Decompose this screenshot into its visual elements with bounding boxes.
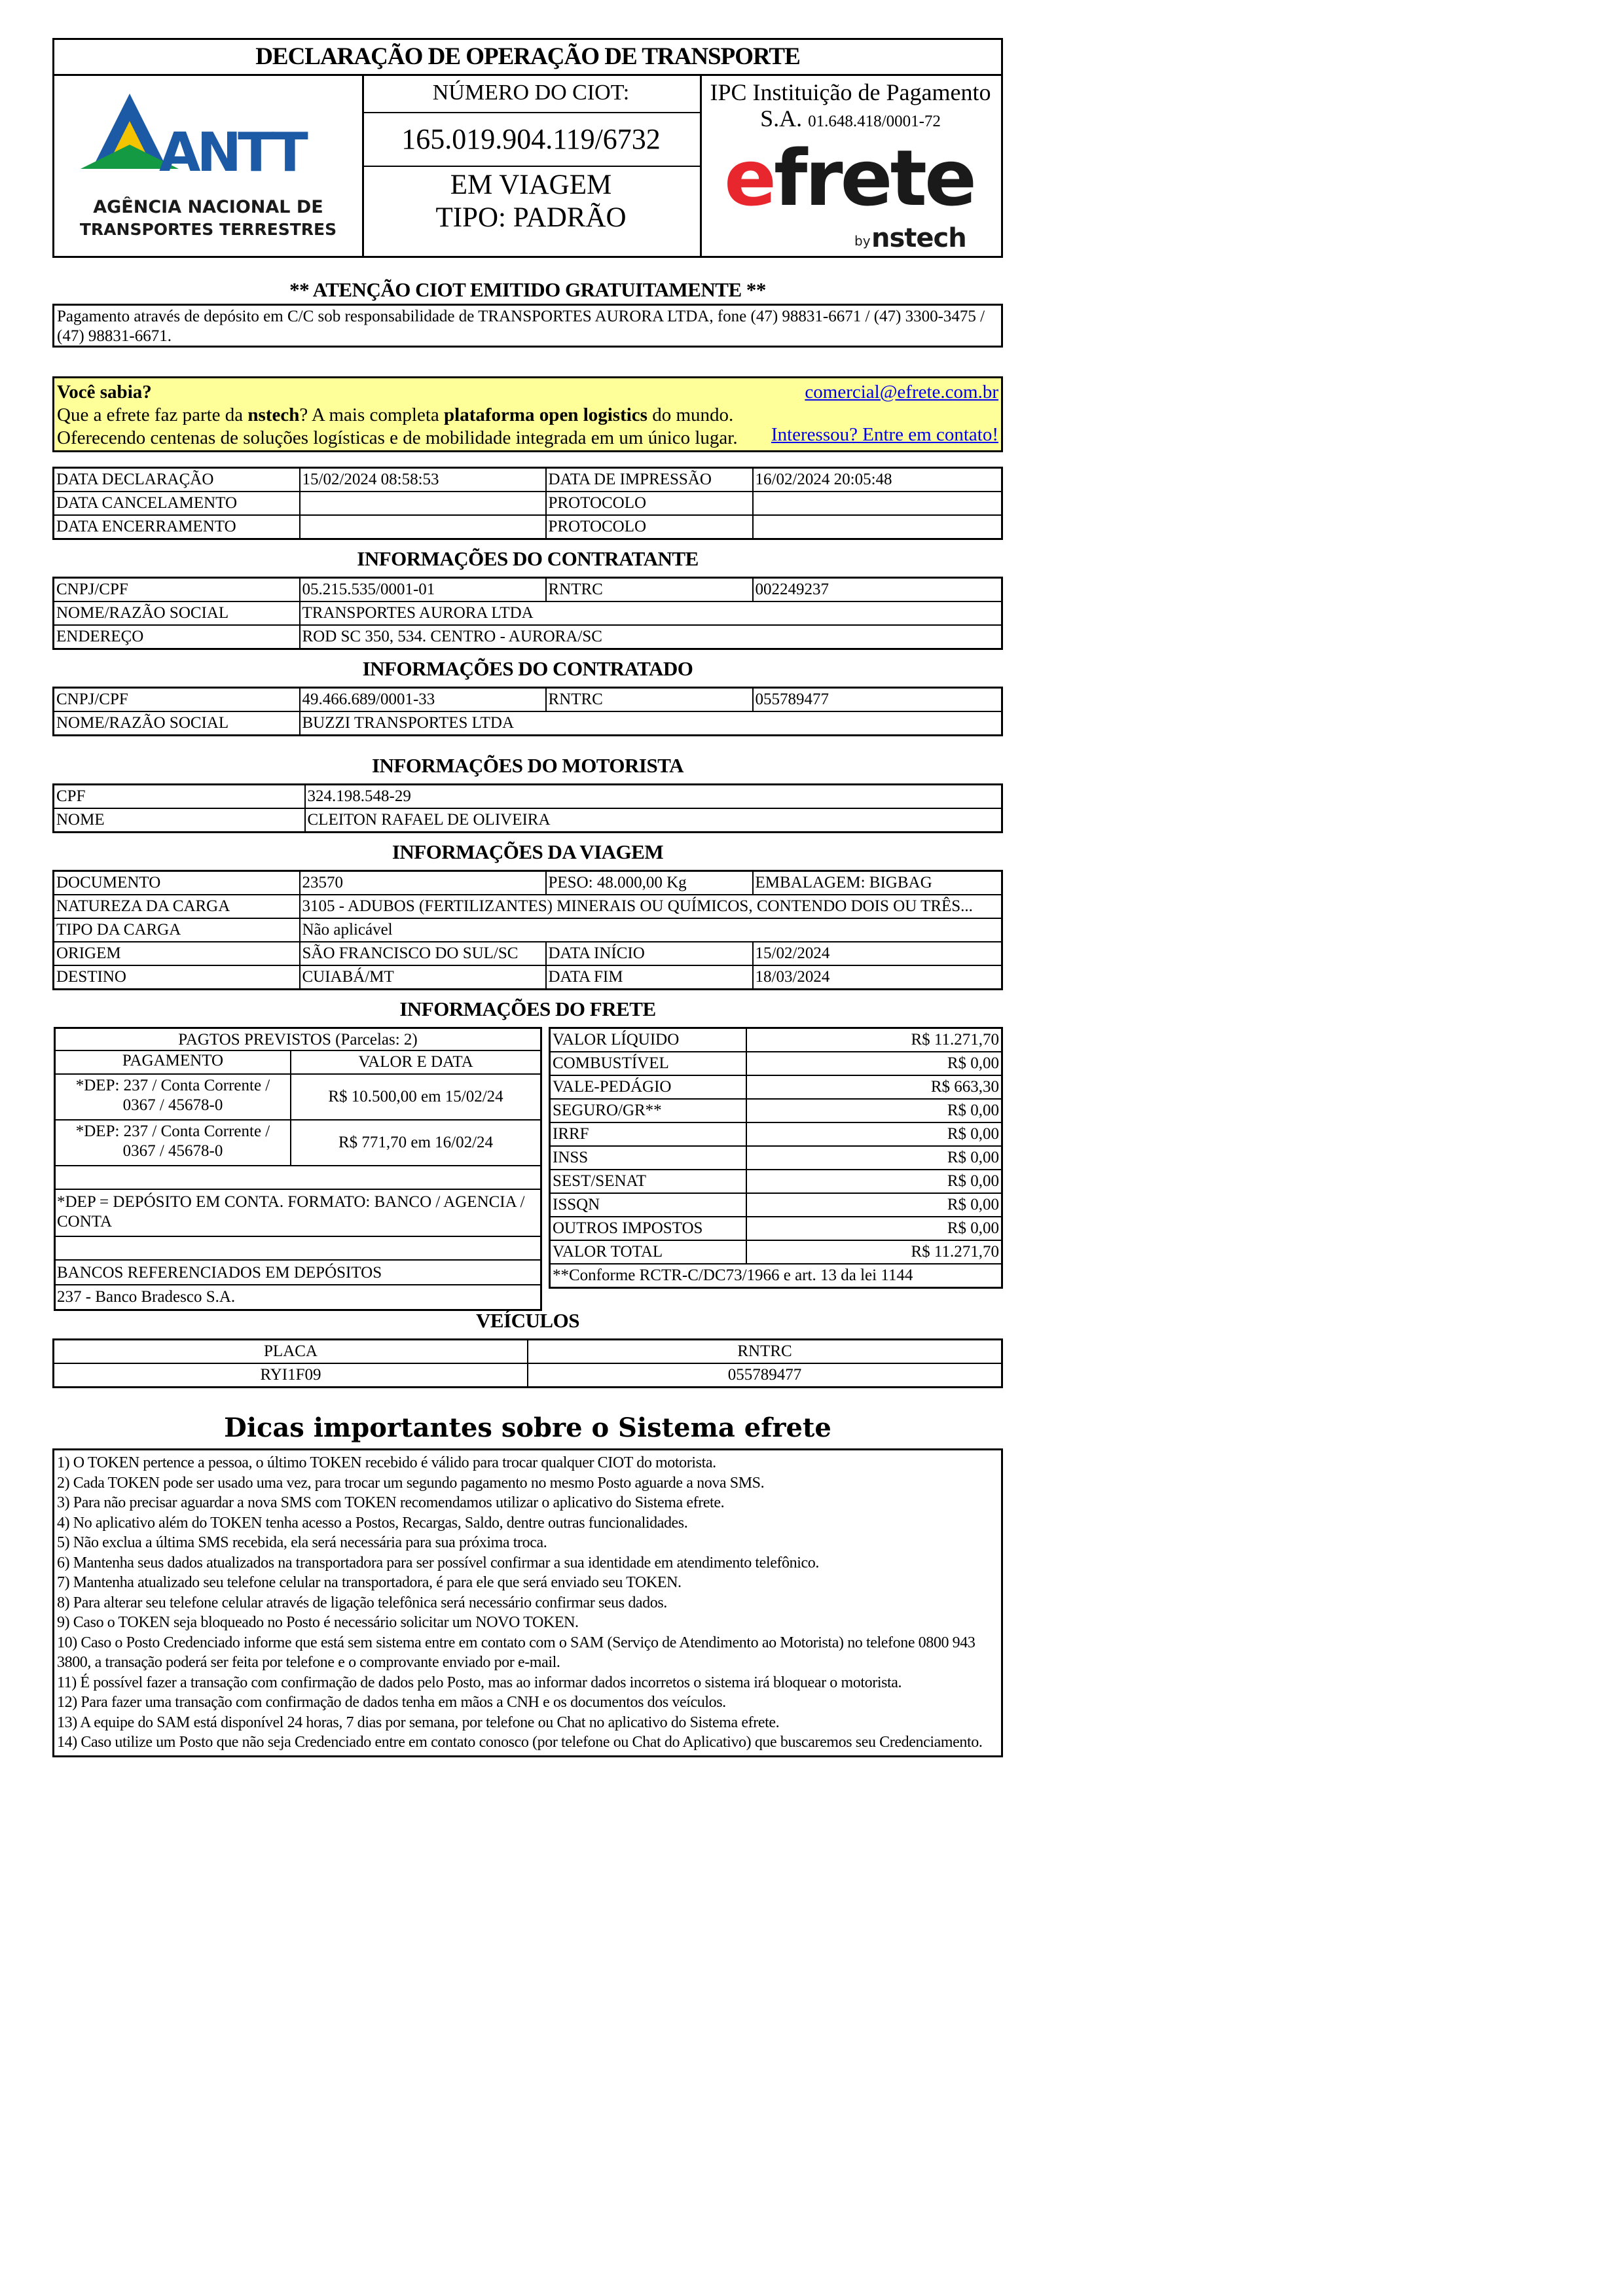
attention-banner: ** ATENÇÃO CIOT EMITIDO GRATUITAMENTE ** xyxy=(289,278,766,301)
antt-text: ANTT xyxy=(159,122,304,184)
tip-item: 12) Para fazer uma transação com confirmação de dados tenha em mãos a CNH e os documentos dos veículos. xyxy=(57,1694,726,1711)
table-row xyxy=(54,871,1002,895)
table-cell: COMBUSTÍVEL xyxy=(550,1052,746,1075)
table-cell: NOME xyxy=(54,808,305,833)
contact-link[interactable]: Interessou? Entre em contato! xyxy=(771,424,998,445)
table-cell: R$ 0,00 xyxy=(746,1217,1002,1240)
ipc-name: IPC Instituição de Pagamento xyxy=(710,79,991,105)
valores-box xyxy=(549,1027,1003,1289)
table-row xyxy=(54,965,1002,990)
table-row xyxy=(54,515,1002,539)
table-cell: CLEITON RAFAEL DE OLIVEIRA xyxy=(305,808,1002,833)
table-cell: R$ 0,00 xyxy=(746,1099,1002,1122)
document-title: DECLARAÇÃO DE OPERAÇÃO DE TRANSPORTE xyxy=(54,40,1001,76)
table-row xyxy=(550,1028,1002,1052)
table-cell: EMBALAGEM: BIGBAG xyxy=(753,871,1002,895)
table-row xyxy=(550,1099,1002,1122)
status-text: EM VIAGEM xyxy=(450,170,612,200)
tip-item: 7) Mantenha atualizado seu telefone celular na transportadora, é para ele que será enviado seu TOKEN. xyxy=(57,1574,682,1591)
antt-logo xyxy=(54,74,364,256)
tip-item: 1) O TOKEN pertence a pessoa, o último TOKEN recebido é válido para trocar qualquer CIOT do motorista. xyxy=(57,1454,716,1471)
table-cell: ROD SC 350, 534. CENTRO - AURORA/SC xyxy=(300,625,1002,649)
table-row xyxy=(54,785,1002,809)
table-cell: 15/02/2024 xyxy=(753,942,1002,965)
conforme-note: **Conforme RCTR-C/DC73/1966 e art. 13 da lei 1144 xyxy=(550,1264,1002,1288)
table-cell: ENDEREÇO xyxy=(54,625,300,649)
table-cell xyxy=(300,492,546,515)
agency-line-1: AGÊNCIA NACIONAL DE xyxy=(93,197,323,217)
table-row xyxy=(54,711,1002,736)
viagem-title: INFORMAÇÕES DA VIAGEM xyxy=(392,840,664,863)
tip-item: 3) Para não precisar aguardar a nova SMS com TOKEN recomendamos utilizar o aplicativo do Sistema efrete. xyxy=(57,1494,725,1511)
table-cell: SÃO FRANCISCO DO SUL/SC xyxy=(300,942,546,965)
tip-item: 10) Caso o Posto Credenciado informe que está sem sistema entre em contato com o SAM (Serviço de Atendimento ao Motorista) no telefone 0800 943 3800, a transação poderá ser feita por telefone e o comprovante enviado por e-mail. xyxy=(57,1634,976,1671)
table-cell: VALOR LÍQUIDO xyxy=(550,1028,746,1052)
table-row xyxy=(54,688,1002,712)
table-cell: NOME/RAZÃO SOCIAL xyxy=(54,711,300,736)
frete-title: INFORMAÇÕES DO FRETE xyxy=(399,997,656,1020)
table-cell: R$ 11.271,70 xyxy=(746,1028,1002,1052)
table-cell: CNPJ/CPF xyxy=(54,578,300,602)
efrete-nstech: nstech xyxy=(871,223,966,253)
tip-item: 2) Cada TOKEN pode ser usado uma vez, para trocar um segundo pagamento no mesmo Posto aguarde a nova SMS. xyxy=(57,1474,765,1492)
table-cell: SEGURO/GR** xyxy=(550,1099,746,1122)
contratante-table xyxy=(52,577,1003,650)
spacer-row-2 xyxy=(56,1237,540,1261)
table-cell: DATA DECLARAÇÃO xyxy=(54,468,300,492)
table-cell xyxy=(753,515,1002,539)
motorista-table xyxy=(52,783,1003,833)
dates-table xyxy=(52,467,1003,540)
table-cell xyxy=(300,515,546,539)
table-cell: DATA ENCERRAMENTO xyxy=(54,515,300,539)
table-row xyxy=(54,918,1002,942)
tip-item: 9) Caso o TOKEN seja bloqueado no Posto é necessário solicitar um NOVO TOKEN. xyxy=(57,1614,579,1631)
table-cell: PROTOCOLO xyxy=(546,515,753,539)
table-row xyxy=(550,1075,1002,1099)
table-cell: ISSQN xyxy=(550,1193,746,1217)
table-cell: IRRF xyxy=(550,1122,746,1146)
valores-table xyxy=(549,1027,1003,1289)
table-row xyxy=(54,625,1002,649)
promo-box xyxy=(52,376,1003,452)
contratado-table xyxy=(52,687,1003,736)
tip-item: 8) Para alterar seu telefone celular através de ligação telefônica será necessário confirmar seus dados. xyxy=(57,1594,667,1611)
tip-item: 4) No aplicativo além do TOKEN tenha acesso a Postos, Recargas, Saldo, dentre outras funcionalidades. xyxy=(57,1514,688,1532)
table-row xyxy=(550,1193,1002,1217)
tips-box xyxy=(52,1448,1003,1757)
col-pagamento: PAGAMENTO xyxy=(56,1051,291,1073)
table-cell: 16/02/2024 20:05:48 xyxy=(753,468,1002,492)
frete-section xyxy=(52,1027,1003,1307)
table-row xyxy=(550,1264,1002,1288)
ciot-cell xyxy=(362,74,702,256)
table-cell: 15/02/2024 08:58:53 xyxy=(300,468,546,492)
table-cell: OUTROS IMPOSTOS xyxy=(550,1217,746,1240)
promo-line-3: Oferecendo centenas de soluções logísticas e de mobilidade integrada em um único lugar. Interessou? Entre em contato! xyxy=(57,424,998,448)
table-cell: PROTOCOLO xyxy=(546,492,753,515)
table-row xyxy=(54,601,1002,625)
efrete-by: by xyxy=(854,233,871,249)
table-row xyxy=(54,468,1002,492)
table-cell: DATA FIM xyxy=(546,965,753,990)
promo-question: Você sabia? xyxy=(57,382,152,403)
table-cell: R$ 0,00 xyxy=(746,1146,1002,1170)
table-row xyxy=(550,1146,1002,1170)
pagtos-box xyxy=(54,1027,542,1311)
table-cell: R$ 0,00 xyxy=(746,1052,1002,1075)
table-cell: R$ 0,00 xyxy=(746,1170,1002,1193)
tips-title: Dicas importantes sobre o Sistema efrete xyxy=(224,1412,831,1443)
contratado-title: INFORMAÇÕES DO CONTRATADO xyxy=(362,657,693,680)
table-cell: 49.466.689/0001-33 xyxy=(300,688,546,712)
ipc-cnpj: 01.648.418/0001-72 xyxy=(808,113,941,130)
table-row xyxy=(54,895,1002,918)
payment-note: Pagamento através de depósito em C/C sob responsabilidade de TRANSPORTES AURORA LTDA, fone (47) 98831-6671 / (47) 3300-3475 / (47) 98831-6671. xyxy=(52,304,1003,348)
table-cell: DATA INÍCIO xyxy=(546,942,753,965)
banco: 237 - Banco Bradesco S.A. xyxy=(57,1288,236,1306)
tip-item: 5) Não exclua a última SMS recebida, ela será necessária para sua próxima troca. xyxy=(57,1534,547,1551)
table-row xyxy=(54,578,1002,602)
table-row xyxy=(54,1340,1002,1364)
table-cell: 055789477 xyxy=(528,1363,1002,1388)
table-cell: BUZZI TRANSPORTES LTDA xyxy=(300,711,1002,736)
table-cell: Não aplicável xyxy=(300,918,1002,942)
table-cell: RYI1F09 xyxy=(54,1363,528,1388)
table-cell: INSS xyxy=(550,1146,746,1170)
agency-line-2: TRANSPORTES TERRESTRES xyxy=(79,220,337,239)
spacer-row xyxy=(56,1166,540,1190)
table-cell: ORIGEM xyxy=(54,942,300,965)
table-cell: 055789477 xyxy=(753,688,1002,712)
efrete-logo-text: efrete xyxy=(723,133,975,223)
table-cell: 324.198.548-29 xyxy=(305,785,1002,809)
table-cell: NOME/RAZÃO SOCIAL xyxy=(54,601,300,625)
table-row xyxy=(54,492,1002,515)
table-cell: R$ 0,00 xyxy=(746,1193,1002,1217)
table-cell: RNTRC xyxy=(546,688,753,712)
header-box xyxy=(52,38,1003,258)
table-cell: VALOR TOTAL xyxy=(550,1240,746,1264)
table-cell: 18/03/2024 xyxy=(753,965,1002,990)
table-cell: CNPJ/CPF xyxy=(54,688,300,712)
tip-item: 14) Caso utilize um Posto que não seja Credenciado entre em contato conosco (por telefone ou Chat do Aplicativo) que buscaremos seu Credenciamento. xyxy=(57,1734,983,1751)
veiculos-title: VEÍCULOS xyxy=(476,1309,579,1332)
table-cell: 002249237 xyxy=(753,578,1002,602)
table-row xyxy=(550,1122,1002,1146)
table-cell: DESTINO xyxy=(54,965,300,990)
table-cell: TIPO DA CARGA xyxy=(54,918,300,942)
pagtos-title: PAGTOS PREVISTOS (Parcelas: 2) xyxy=(56,1029,540,1051)
table-cell: DATA CANCELAMENTO xyxy=(54,492,300,515)
table-row xyxy=(550,1052,1002,1075)
veiculos-table xyxy=(52,1338,1003,1388)
table-cell: R$ 0,00 xyxy=(746,1122,1002,1146)
contratante-title: INFORMAÇÕES DO CONTRATANTE xyxy=(357,547,699,570)
table-row xyxy=(550,1170,1002,1193)
table-cell: RNTRC xyxy=(528,1340,1002,1364)
table-cell: CPF xyxy=(54,785,305,809)
table-cell: PESO: 48.000,00 Kg xyxy=(546,871,753,895)
tip-item: 6) Mantenha seus dados atualizados na transportadora para ser possível confirmar a sua identidade em atendimento telefônico. xyxy=(57,1554,819,1571)
table-cell: R$ 11.271,70 xyxy=(746,1240,1002,1264)
efrete-cell xyxy=(700,74,1001,256)
promo-line-2: Que a efrete faz parte da nstech? A mais completa plataforma open logistics do mundo. xyxy=(57,404,734,425)
ciot-number: 165.019.904.119/6732 xyxy=(362,113,700,167)
table-cell: R$ 663,30 xyxy=(746,1075,1002,1099)
email-link[interactable]: comercial@efrete.com.br xyxy=(805,382,998,403)
ipc-sa: S.A. xyxy=(760,105,803,132)
viagem-table xyxy=(52,870,1003,990)
table-row: *DEP: 237 / Conta Corrente / 0367 / 45678-0 R$ 10.500,00 em 15/02/24 xyxy=(56,1075,540,1121)
motorista-title: INFORMAÇÕES DO MOTORISTA xyxy=(371,754,684,777)
pagtos-header xyxy=(56,1051,540,1075)
table-row: *DEP: 237 / Conta Corrente / 0367 / 45678-0 R$ 771,70 em 16/02/24 xyxy=(56,1121,540,1166)
efrete-logo-icon xyxy=(700,74,1001,256)
table-cell: DATA DE IMPRESSÃO xyxy=(546,468,753,492)
table-cell: PLACA xyxy=(54,1340,528,1364)
tip-item: 11) É possível fazer a transação com confirmação de dados pelo Posto, mas ao informar dados incorretos o sistema irá bloquear o motorista. xyxy=(57,1674,902,1691)
table-cell: CUIABÁ/MT xyxy=(300,965,546,990)
table-cell: VALE-PEDÁGIO xyxy=(550,1075,746,1099)
ciot-label: NÚMERO DO CIOT: xyxy=(362,74,700,113)
table-row xyxy=(54,1363,1002,1388)
tipo-text: TIPO: PADRÃO xyxy=(435,202,627,233)
document xyxy=(52,38,1003,1757)
table-row xyxy=(54,808,1002,833)
tip-item: 13) A equipe do SAM está disponível 24 horas, 7 dias por semana, por telefone ou Chat no aplicativo do Sistema efrete. xyxy=(57,1713,780,1731)
table-cell: SEST/SENAT xyxy=(550,1170,746,1193)
table-row xyxy=(550,1240,1002,1264)
table-cell: 23570 xyxy=(300,871,546,895)
bancos-title: BANCOS REFERENCIADOS EM DEPÓSITOS xyxy=(56,1261,540,1285)
dep-note: *DEP = DEPÓSITO EM CONTA. FORMATO: BANCO / AGENCIA / CONTA xyxy=(56,1190,540,1237)
table-cell: TRANSPORTES AURORA LTDA xyxy=(300,601,1002,625)
col-valor: VALOR E DATA xyxy=(358,1053,473,1071)
table-cell: DOCUMENTO xyxy=(54,871,300,895)
table-cell xyxy=(753,492,1002,515)
table-cell: 3105 - ADUBOS (FERTILIZANTES) MINERAIS OU QUÍMICOS, CONTENDO DOIS OU TRÊS... xyxy=(300,895,1002,918)
table-row xyxy=(550,1217,1002,1240)
table-row xyxy=(54,942,1002,965)
table-cell: RNTRC xyxy=(546,578,753,602)
ciot-status xyxy=(362,169,700,234)
antt-logo-icon xyxy=(54,74,362,256)
table-cell: NATUREZA DA CARGA xyxy=(54,895,300,918)
table-cell: 05.215.535/0001-01 xyxy=(300,578,546,602)
